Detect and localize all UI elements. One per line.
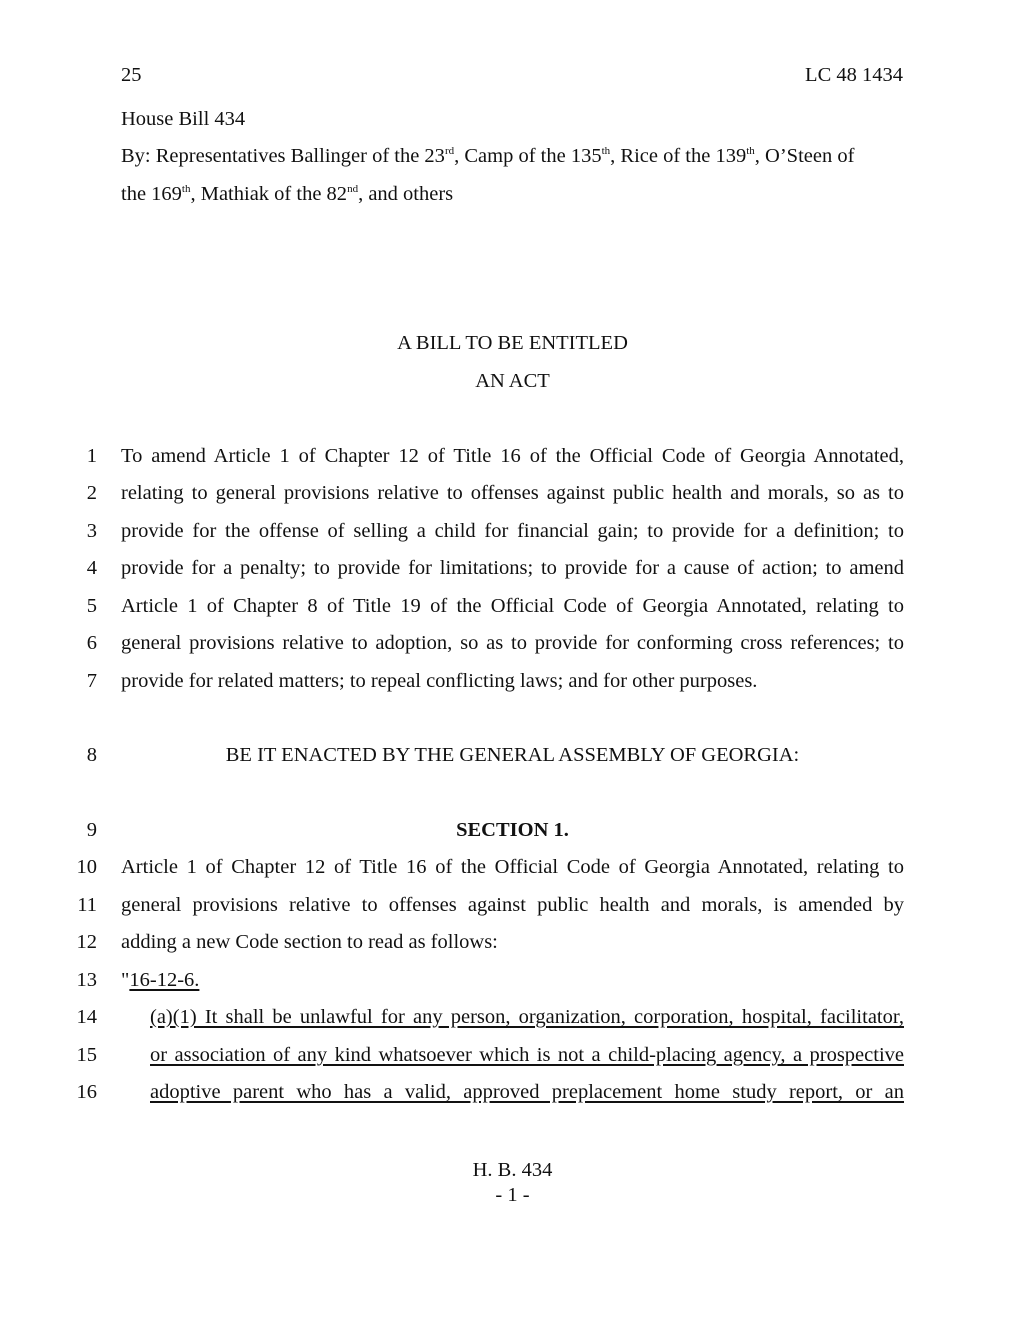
body-line: provide for a penalty; to provide for limitations; to provide for a cause of action; to amend [121, 557, 904, 579]
inserted-text-line: adoptive parent who has a valid, approved preplacement home study report, or an [150, 1081, 904, 1103]
enacting-clause: BE IT ENACTED BY THE GENERAL ASSEMBLY OF GEORGIA: [225, 744, 800, 766]
line-number: 6 [86, 632, 97, 654]
line-number: 11 [77, 894, 97, 916]
line-number: 2 [86, 482, 97, 504]
line-number: 7 [86, 670, 97, 692]
line-number: 10 [76, 856, 97, 878]
line-number: 1 [86, 445, 97, 467]
body-line: provide for related matters; to repeal conflicting laws; and for other purposes. [121, 670, 758, 692]
line-number: 15 [76, 1044, 97, 1066]
body-line: Article 1 of Chapter 12 of Title 16 of the Official Code of Georgia Annotated, relating to [121, 856, 904, 878]
body-line: To amend Article 1 of Chapter 12 of Title 16 of the Official Code of Georgia Annotated, [121, 445, 904, 467]
line-number: 8 [86, 744, 97, 766]
line-number: 5 [86, 595, 97, 617]
body-line: Article 1 of Chapter 8 of Title 19 of the Official Code of Georgia Annotated, relating to [121, 595, 904, 617]
body-line: relating to general provisions relative to offenses against public health and morals, so as to [121, 482, 904, 504]
line-number: 3 [86, 520, 97, 542]
opening-quote: " [121, 969, 130, 991]
line-number: 14 [76, 1006, 97, 1028]
body-line: general provisions relative to offenses against public health and morals, is amended by [121, 894, 904, 916]
sponsors-line-2: the 169th, Mathiak of the 82nd, and others [121, 183, 454, 205]
section-heading: SECTION 1. [456, 819, 569, 841]
session-number: 25 [121, 64, 142, 86]
body-line: adding a new Code section to read as follows: [121, 931, 498, 953]
sponsors-line-1: By: Representatives Ballinger of the 23rd, Camp of the 135th, Rice of the 139th, O’Steen of [121, 145, 855, 167]
line-number: 16 [76, 1081, 97, 1103]
code-section-number: "16-12-6. [121, 969, 200, 991]
bill-title: House Bill 434 [121, 108, 246, 130]
page-number: - 1 - [495, 1184, 530, 1206]
inserted-text-line: (a)(1) It shall be unlawful for any person, organization, corporation, hospital, facilitator, [150, 1006, 904, 1028]
line-number: 4 [86, 557, 97, 579]
document-code: LC 48 1434 [805, 64, 903, 86]
footer-bill-ref: H. B. 434 [472, 1159, 553, 1181]
body-line: provide for the offense of selling a child for financial gain; to provide for a definition; to [121, 520, 904, 542]
inserted-text-line: or association of any kind whatsoever which is not a child-placing agency, a prospective [150, 1044, 904, 1066]
caption-subheading: AN ACT [475, 370, 550, 392]
line-number: 9 [86, 819, 97, 841]
body-line: general provisions relative to adoption, so as to provide for conforming cross references; to [121, 632, 904, 654]
caption-heading: A BILL TO BE ENTITLED [397, 332, 628, 354]
line-number: 12 [76, 931, 97, 953]
line-number: 13 [76, 969, 97, 991]
